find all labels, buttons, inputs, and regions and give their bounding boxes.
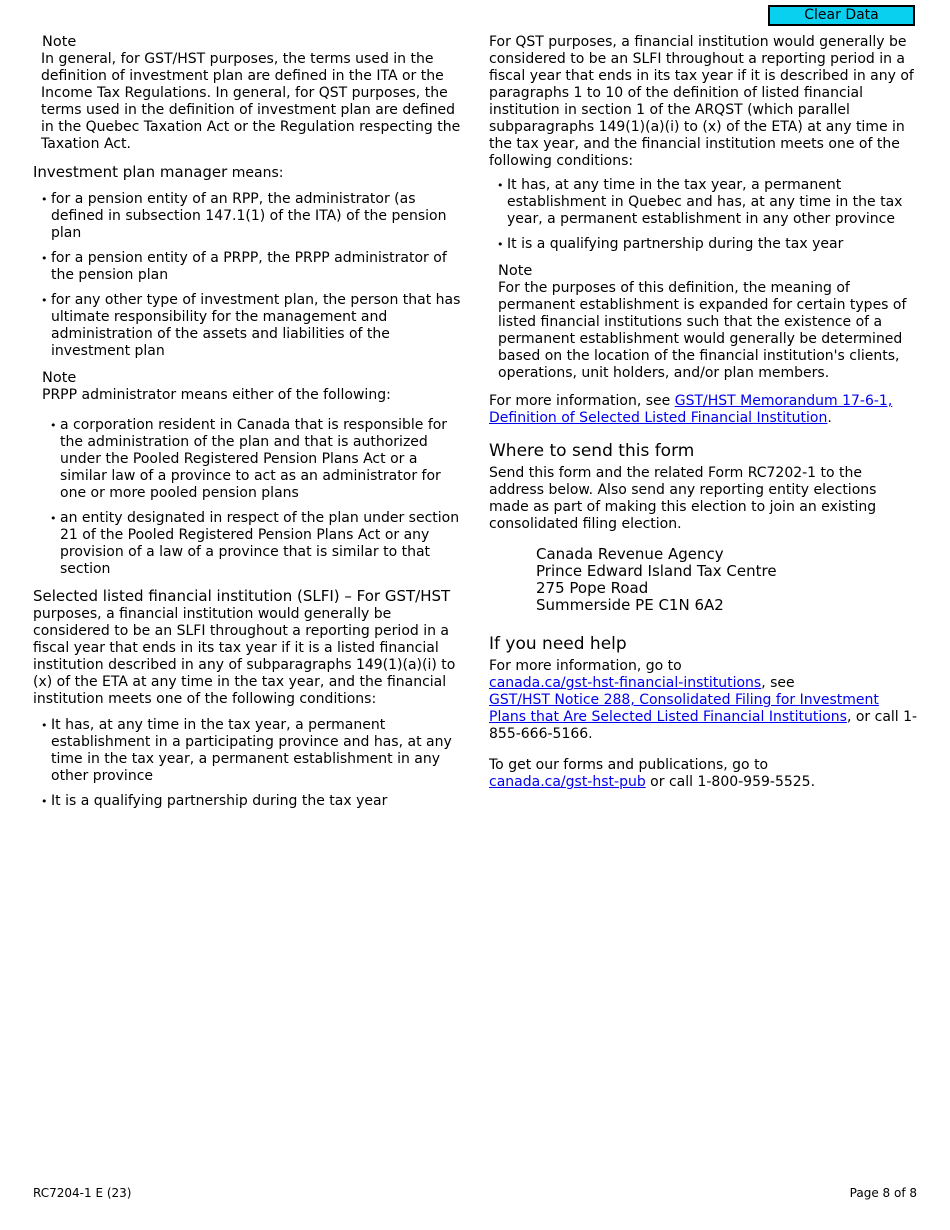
prpp-administrator-list xyxy=(33,417,461,578)
list-item: • for a pension entity of a PRPP, the PRPP administrator of the pension plan xyxy=(33,250,461,284)
qst-definition: For QST purposes, a financial institution would generally be considered to be an SLFI throughout a reporting period in a fiscal year that ends in its tax year if it is described in any of paragraphs 1 to 10 of the definition of listed financial institution in section 1 of the ARQST (which parallel subparagraphs 149(1)(a)(i) to (x) of the ETA) at any time in the tax year, and the financial institution meets one of the following conditions: xyxy=(489,34,914,169)
right-column xyxy=(489,34,919,791)
investment-plan-manager-list xyxy=(33,191,461,360)
left-column xyxy=(33,34,461,820)
forms-publications-link[interactable]: canada.ca/gst-hst-pub xyxy=(489,774,646,790)
page-number: Page 8 of 8 xyxy=(849,1186,917,1200)
list-item: • for any other type of investment plan, the person that has ultimate responsibility for the management and administration of the assets and liabilities of the investment plan xyxy=(33,292,461,360)
list-item: • a corporation resident in Canada that is responsible for the administration of the plan and that is authorized under the Pooled Registered Pension Plans Act or a similar law of a province to act as an administrator for one or more pooled pension plans xyxy=(33,417,461,502)
note-text: PRPP administrator means either of the following: xyxy=(42,387,391,403)
help-text: For more information, go to canada.ca/gst-hst-financial-institutions, see GST/HST Notice 288, Consolidated Filing for Investment Plans that Are Selected Listed Financial Institutions, or call 1-855-666-5166. xyxy=(489,658,918,742)
note-label: Note xyxy=(42,370,77,386)
mailing-address xyxy=(489,546,919,614)
list-item: • It has, at any time in the tax year, a permanent establishment in a participating province and has, at any time in the tax year, a permanent establishment in any other province xyxy=(33,717,461,785)
note-investment-plan-terms xyxy=(33,34,461,153)
term-investment-plan-manager: Investment plan manager xyxy=(33,163,228,181)
investment-plan-manager-definition: Investment plan manager means: xyxy=(33,163,284,181)
notice-288-link[interactable]: GST/HST Notice 288, Consolidated Filing for Investment Plans that Are Selected Listed Financial Institutions xyxy=(489,692,879,725)
note-label: Note xyxy=(42,34,77,50)
note-label: Note xyxy=(498,263,533,279)
more-info-memorandum: For more information, see GST/HST Memorandum 17-6-1, Definition of Selected Listed Financial Institution. xyxy=(489,393,893,426)
where-to-send-heading: Where to send this form xyxy=(489,441,695,461)
list-item: • for a pension entity of an RPP, the administrator (as defined in subsection 147.1(1) of the ITA) of the pension plan xyxy=(33,191,461,242)
list-item: • an entity designated in respect of the plan under section 21 of the Pooled Registered Pension Plans Act or any provision of a law of a province that is similar to that section xyxy=(33,510,461,578)
form-identifier: RC7204-1 E (23) xyxy=(33,1186,132,1200)
address-line: Summerside PE C1N 6A2 xyxy=(536,596,724,614)
forms-text: To get our forms and publications, go to canada.ca/gst-hst-pub or call 1-800-959-5525. xyxy=(489,757,816,790)
qst-conditions-list xyxy=(489,177,919,253)
financial-institutions-link[interactable]: canada.ca/gst-hst-financial-institutions xyxy=(489,675,762,691)
memorandum-link[interactable]: GST/HST Memorandum 17-6-1, Definition of Selected Listed Financial Institution xyxy=(489,393,893,426)
help-heading: If you need help xyxy=(489,634,627,654)
list-item: • It is a qualifying partnership during the tax year xyxy=(33,793,461,810)
note-text: In general, for GST/HST purposes, the terms used in the definition of investment plan are defined in the ITA or the Income Tax Regulations. In general, for QST purposes, the terms used in the definition of investment plan are defined in the Quebec Taxation Act or the Regulation respecting the Taxation Act. xyxy=(41,51,461,152)
address-line: Prince Edward Island Tax Centre xyxy=(536,562,777,580)
note-text: For the purposes of this definition, the meaning of permanent establishment is expanded for certain types of listed financial institutions such that the existence of a permanent establishment would generally be determined based on the location of the financial institution's clients, operations, unit holders, and/or plan members. xyxy=(498,280,907,381)
slfi-definition: Selected listed financial institution (SLFI) – For GST/HST purposes, a financial institution would generally be considered to be an SLFI throughout a reporting period in a fiscal year that ends in its tax year if it is a listed financial institution described in any of subparagraphs 149(1)(a)(i) to (x) of the ETA at any time in the tax year, and the financial institution meets one of the following conditions: xyxy=(33,587,456,707)
address-line: 275 Pope Road xyxy=(536,579,649,597)
list-item: • It has, at any time in the tax year, a permanent establishment in Quebec and has, at any time in the tax year, a permanent establishment in any other province xyxy=(489,177,919,228)
list-item: • It is a qualifying partnership during the tax year xyxy=(489,236,919,253)
clear-data-button[interactable]: Clear Data xyxy=(768,5,915,26)
address-line: Canada Revenue Agency xyxy=(536,545,724,563)
note-permanent-establishment xyxy=(489,263,919,382)
term-slfi: Selected listed financial institution (SLFI) – For GST/HST xyxy=(33,587,451,605)
note-prpp-administrator xyxy=(33,370,461,404)
where-to-send-text: Send this form and the related Form RC7202-1 to the address below. Also send any reporting entity elections made as part of making this election to join an existing consolidated filing election. xyxy=(489,465,877,532)
slfi-conditions-list xyxy=(33,717,461,810)
